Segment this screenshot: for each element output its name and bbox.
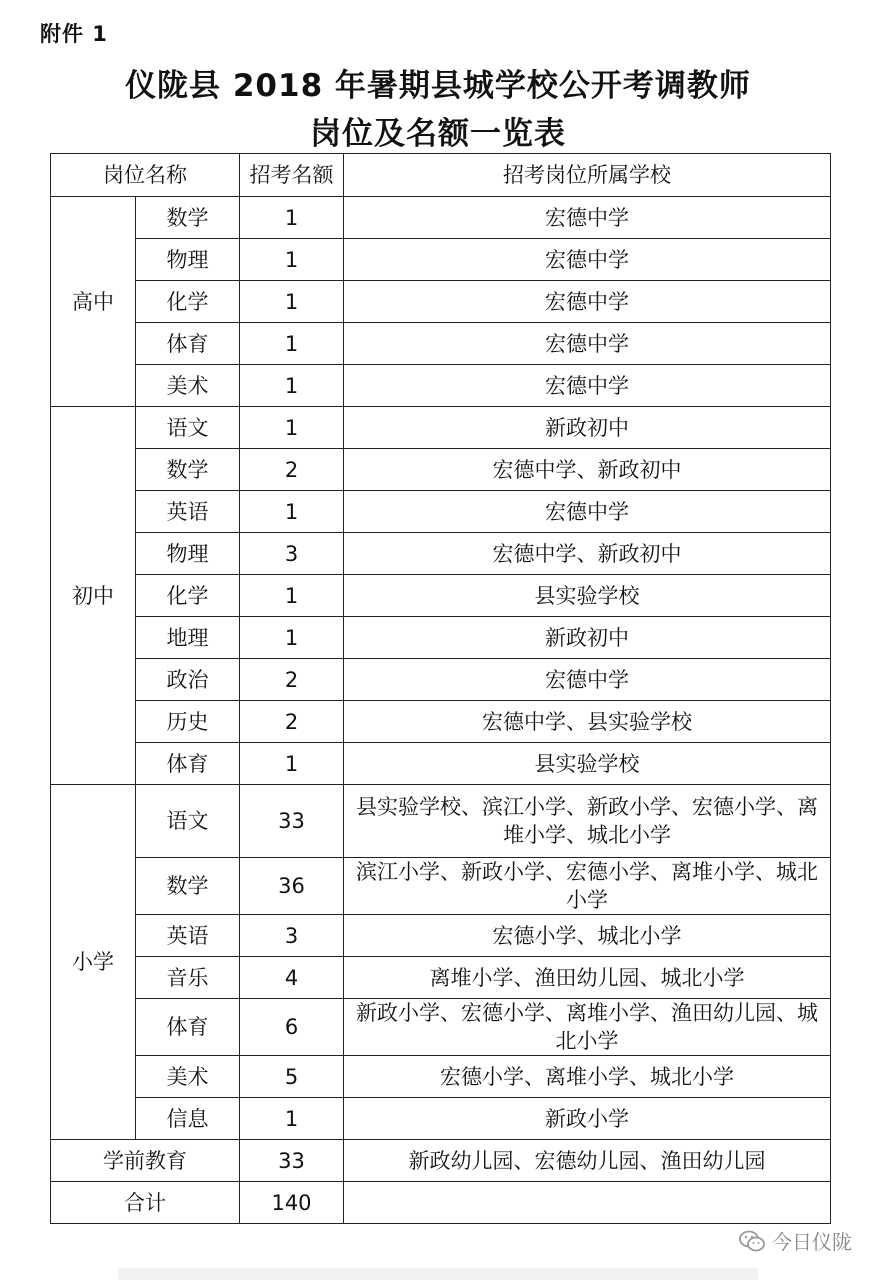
watermark-text: 今日仪陇 [772,1230,852,1254]
table-row [51,957,831,999]
quota-cell: 36 [240,858,344,915]
schools-cell: 宏德中学 [344,365,831,407]
schools-cell: 宏德中学、新政初中 [344,533,831,575]
quota-cell: 2 [240,449,344,491]
preschool-schools-cell: 新政幼儿园、宏德幼儿园、渔田幼儿园 [344,1140,831,1182]
subject-cell: 体育 [136,323,240,365]
table-row [51,365,831,407]
preschool-name-cell: 学前教育 [51,1140,240,1182]
subject-cell: 地理 [136,617,240,659]
bottom-strip [118,1268,758,1280]
subject-cell: 体育 [136,743,240,785]
table-row [51,197,831,239]
subject-cell: 化学 [136,575,240,617]
table-row [51,785,831,858]
quota-cell: 6 [240,999,344,1056]
table-row [51,491,831,533]
table-row [51,999,831,1056]
subject-cell: 数学 [136,858,240,915]
subject-cell: 信息 [136,1098,240,1140]
quota-cell: 1 [240,239,344,281]
subject-cell: 历史 [136,701,240,743]
subject-cell: 语文 [136,407,240,449]
subject-cell: 化学 [136,281,240,323]
watermark [738,1226,852,1255]
group-name-cell: 初中 [51,407,136,785]
table-row [51,743,831,785]
subject-cell: 数学 [136,449,240,491]
subject-cell: 物理 [136,239,240,281]
table-row [51,1056,831,1098]
subject-cell: 语文 [136,785,240,858]
schools-cell: 宏德中学、县实验学校 [344,701,831,743]
table-row [51,533,831,575]
schools-cell: 新政小学 [344,1098,831,1140]
header-quota: 招考名额 [240,154,344,197]
schools-cell: 宏德中学 [344,239,831,281]
subject-cell: 美术 [136,365,240,407]
schools-cell: 宏德中学 [344,491,831,533]
schools-cell: 新政小学、宏德小学、离堆小学、渔田幼儿园、城北小学 [344,999,831,1056]
quota-cell: 1 [240,407,344,449]
table-row [51,407,831,449]
table-row [51,915,831,957]
schools-cell: 宏德小学、离堆小学、城北小学 [344,1056,831,1098]
quota-cell: 1 [240,575,344,617]
quota-cell: 4 [240,957,344,999]
table-row [51,617,831,659]
header-schools: 招考岗位所属学校 [344,154,831,197]
quota-cell: 2 [240,701,344,743]
quota-cell: 1 [240,617,344,659]
table-row [51,701,831,743]
subject-cell: 体育 [136,999,240,1056]
quota-cell: 1 [240,365,344,407]
document-title: 仪陇县 2018 年暑期县城学校公开考调教师 [125,68,751,104]
table-row [51,323,831,365]
schools-cell: 县实验学校、滨江小学、新政小学、宏德小学、离堆小学、城北小学 [344,785,831,858]
quota-cell: 1 [240,281,344,323]
schools-cell: 新政初中 [344,617,831,659]
total-schools-cell [344,1182,831,1224]
subject-cell: 美术 [136,1056,240,1098]
table-row-preschool [51,1140,831,1182]
quota-cell: 3 [240,915,344,957]
subject-cell: 数学 [136,197,240,239]
positions-table [50,153,831,1224]
schools-cell: 宏德中学 [344,323,831,365]
quota-cell: 1 [240,1098,344,1140]
group-name-cell: 高中 [51,197,136,407]
schools-cell: 县实验学校 [344,743,831,785]
quota-cell: 1 [240,491,344,533]
schools-cell: 离堆小学、渔田幼儿园、城北小学 [344,957,831,999]
quota-cell: 1 [240,323,344,365]
table-row [51,239,831,281]
schools-cell: 县实验学校 [344,575,831,617]
total-quota-cell: 140 [240,1182,344,1224]
quota-cell: 1 [240,197,344,239]
schools-cell: 滨江小学、新政小学、宏德小学、离堆小学、城北小学 [344,858,831,915]
table-row [51,858,831,915]
document-subtitle: 岗位及名额一览表 [310,116,566,152]
attachment-label: 附件 1 [40,22,108,46]
quota-cell: 33 [240,785,344,858]
subject-cell: 物理 [136,533,240,575]
table-row [51,281,831,323]
header-position-name: 岗位名称 [51,154,240,197]
table-row [51,1098,831,1140]
schools-cell: 宏德中学 [344,197,831,239]
quota-cell: 3 [240,533,344,575]
quota-cell: 5 [240,1056,344,1098]
subject-cell: 音乐 [136,957,240,999]
schools-cell: 新政初中 [344,407,831,449]
table-row [51,575,831,617]
quota-cell: 2 [240,659,344,701]
table-row [51,659,831,701]
schools-cell: 宏德中学 [344,659,831,701]
schools-cell: 宏德小学、城北小学 [344,915,831,957]
schools-cell: 宏德中学 [344,281,831,323]
group-name-cell: 小学 [51,785,136,1140]
table-row-total [51,1182,831,1224]
wechat-icon [738,1229,766,1253]
total-label-cell: 合计 [51,1182,240,1224]
schools-cell: 宏德中学、新政初中 [344,449,831,491]
table-row [51,449,831,491]
table-header-row [51,154,831,197]
subject-cell: 英语 [136,491,240,533]
preschool-quota-cell: 33 [240,1140,344,1182]
subject-cell: 政治 [136,659,240,701]
quota-cell: 1 [240,743,344,785]
subject-cell: 英语 [136,915,240,957]
